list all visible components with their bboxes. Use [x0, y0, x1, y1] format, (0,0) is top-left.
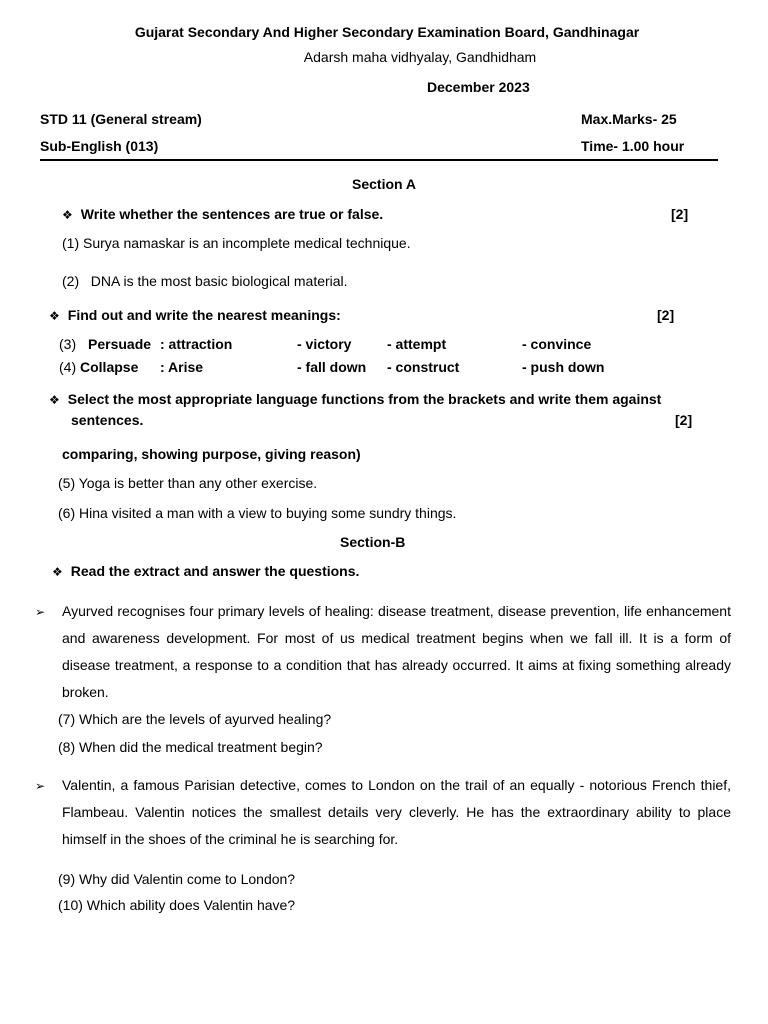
meaning-word: Collapse: [80, 359, 139, 375]
time-label: Time- 1.00 hour: [581, 138, 685, 154]
function-options: comparing, showing purpose, giving reason): [62, 446, 361, 462]
diamond-bullet-icon: ❖: [49, 309, 60, 323]
question-extract: [52, 562, 359, 581]
instruction-text: Find out and write the nearest meanings:: [67, 307, 341, 323]
meaning-option: : attraction: [160, 336, 233, 352]
meaning-option: - push down: [522, 359, 605, 375]
meaning-word: Persuade: [88, 336, 152, 352]
passage-text: Ayurved recognises four primary levels of healing: disease treatment, disease prevention, life enhancement and awareness development. For most of us medical treatment begins when we fall ill. It is a form of disease treatment, a response to a condition that has already occurred. It aims at fixing something already broken.: [62, 603, 731, 700]
max-marks-label: Max.Marks- 25: [581, 111, 677, 127]
meaning-option: - fall down: [297, 359, 367, 375]
meaning-option: - victory: [297, 336, 352, 352]
meaning-number: (3): [59, 336, 77, 352]
list-item: (6) Hina visited a man with a view to buying some sundry things.: [58, 505, 457, 521]
list-item: (5) Yoga is better than any other exercise.: [58, 475, 318, 491]
arrow-bullet-icon: ➢: [35, 605, 46, 619]
instruction-text-continued: sentences.: [71, 412, 144, 428]
header-divider: [40, 159, 718, 161]
question-language-functions: [49, 390, 661, 409]
question-meanings: [49, 306, 341, 325]
standard-label: STD 11 (General stream): [40, 111, 202, 127]
marks-label: [2]: [675, 412, 693, 428]
arrow-bullet-icon: ➢: [35, 779, 46, 793]
meaning-option: - construct: [387, 359, 460, 375]
instruction-text: Select the most appropriate language functions from the brackets and write them against: [67, 391, 662, 407]
diamond-bullet-icon: ❖: [62, 208, 73, 222]
list-item: (9) Why did Valentin come to London?: [58, 871, 296, 887]
marks-label: [2]: [671, 206, 689, 222]
diamond-bullet-icon: ❖: [52, 565, 63, 579]
list-item: (7) Which are the levels of ayurved healing?: [58, 711, 332, 727]
subject-label: Sub-English (013): [40, 138, 159, 154]
diamond-bullet-icon: ❖: [49, 393, 60, 407]
meaning-option: - attempt: [387, 336, 447, 352]
list-item: (10) Which ability does Valentin have?: [58, 897, 296, 913]
list-item: (1) Surya namaskar is an incomplete medical technique.: [62, 235, 411, 251]
list-item: (2) DNA is the most basic biological material.: [62, 273, 348, 289]
meaning-number: (4): [59, 359, 77, 375]
passage-text: Valentin, a famous Parisian detective, comes to London on the trail of an equally - notorious French thief, Flambeau. Valentin notices the smallest details very cleverly. He has the extraordinary ability to place himself in the shoes of the criminal he is searching for.: [62, 777, 731, 847]
exam-date: December 2023: [427, 79, 530, 95]
list-item: (8) When did the medical treatment begin?: [58, 739, 323, 755]
meaning-option: - convince: [522, 336, 592, 352]
school-name: Adarsh maha vidhyalay, Gandhidham: [303, 49, 537, 65]
instruction-text: Read the extract and answer the questions.: [70, 563, 360, 579]
section-a-title: Section A: [352, 176, 417, 192]
section-b-title: Section-B: [340, 534, 406, 550]
meaning-option: : Arise: [160, 359, 204, 375]
marks-label: [2]: [657, 307, 675, 323]
question-true-false: [62, 205, 383, 224]
board-title: Gujarat Secondary And Higher Secondary Examination Board, Gandhinagar: [134, 24, 640, 40]
instruction-text: Write whether the sentences are true or false.: [80, 206, 384, 222]
